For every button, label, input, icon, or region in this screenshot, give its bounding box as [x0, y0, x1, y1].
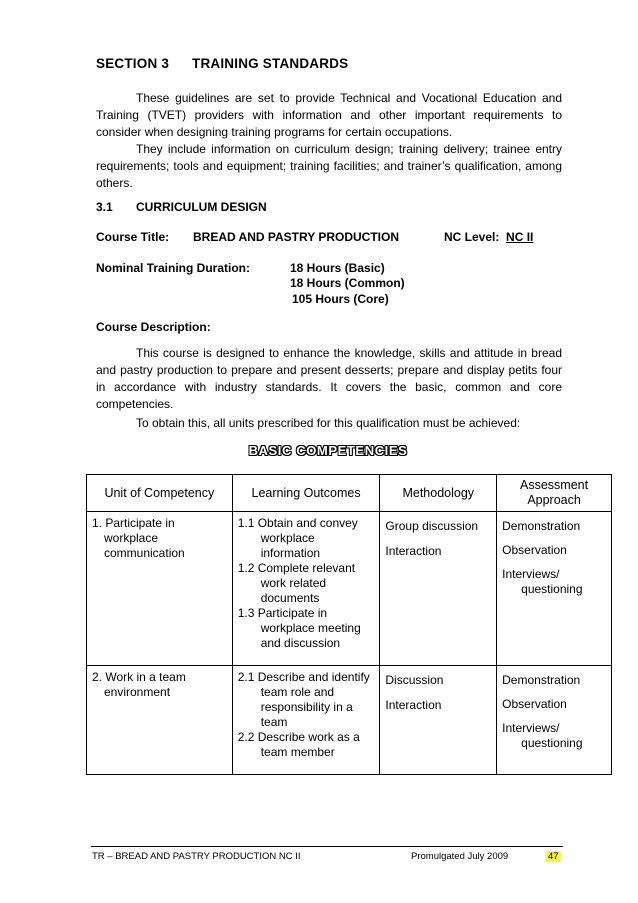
outcomes-cell	[232, 512, 380, 666]
method-item: Group discussion	[385, 519, 479, 533]
unit-text: 2. Work in a team environment	[92, 670, 186, 699]
course-title-label: Course Title:	[96, 230, 170, 244]
intro-paragraph-1: These guidelines are set to provide Technical and Vocational Education and Training (TVET) providers with information and other important requirements to consider when designing training programs for certain occupations.	[96, 91, 562, 139]
duration-common: 18 Hours (Common)	[290, 276, 405, 290]
section-number: SECTION 3	[96, 56, 170, 71]
assessment-item: Observation	[502, 697, 567, 711]
table-header-row	[87, 475, 612, 512]
header-assessment: Assessment Approach	[497, 475, 612, 512]
subsection-title: CURRICULUM DESIGN	[136, 200, 267, 214]
header-unit: Unit of Competency	[87, 475, 233, 512]
competency-table	[86, 474, 612, 775]
basic-competencies-heading: BASIC COMPETENCIES	[248, 443, 408, 458]
course-title-value: BREAD AND PASTRY PRODUCTION	[193, 230, 400, 244]
footer-document-title: TR – BREAD AND PASTRY PRODUCTION NC II	[92, 851, 301, 862]
header-outcomes: Learning Outcomes	[232, 475, 380, 512]
duration-core: 105 Hours (Core)	[292, 292, 389, 306]
assessment-item: Demonstration	[502, 519, 581, 533]
course-description: This course is designed to enhance the knowledge, skills and attitude in bread and pastry production to prepare and present desserts; prepare and display petits four in accordance with industry standards. It covers the basic, common and core competencies.	[96, 346, 562, 411]
footer-page-number	[546, 851, 561, 862]
outcome-item: 2.1 Describe and identify team role and responsibility in a team	[237, 670, 370, 729]
subsection-heading	[96, 200, 267, 214]
obtain-statement: To obtain this, all units prescribed for this qualification must be achieved:	[136, 416, 521, 430]
methodology-cell	[380, 666, 497, 775]
method-item: Interaction	[385, 698, 442, 712]
table-row	[87, 666, 612, 775]
section-title: TRAINING STANDARDS	[192, 56, 349, 71]
outcome-item: 1.1 Obtain and convey workplace information	[237, 516, 358, 560]
outcome-item: 1.2 Complete relevant work related documents	[237, 561, 356, 605]
nc-level-label: NC Level:	[444, 230, 500, 244]
footer-promulgation-date: Promulgated July 2009	[411, 851, 509, 862]
unit-text: 1. Participate in workplace communication	[92, 516, 185, 560]
table-row	[87, 512, 612, 666]
footer-divider	[91, 846, 563, 847]
unit-cell	[87, 512, 233, 666]
subsection-number: 3.1	[96, 200, 113, 214]
nc-level	[444, 230, 533, 244]
method-item: Discussion	[385, 673, 444, 687]
assessment-cell	[497, 512, 612, 666]
assessment-item: Interviews/ questioning	[502, 567, 583, 596]
outcomes-cell	[232, 666, 380, 775]
duration-label: Nominal Training Duration:	[96, 261, 251, 275]
duration-basic: 18 Hours (Basic)	[290, 261, 385, 275]
methodology-cell	[380, 512, 497, 666]
header-methodology: Methodology	[380, 475, 497, 512]
section-heading	[96, 56, 348, 71]
assessment-cell	[497, 666, 612, 775]
nc-level-value: NC II	[506, 230, 534, 244]
outcome-item: 2.2 Describe work as a team member	[237, 730, 360, 759]
course-description-label: Course Description:	[96, 320, 211, 334]
assessment-item: Demonstration	[502, 673, 581, 687]
method-item: Interaction	[385, 544, 442, 558]
intro-paragraph-2: They include information on curriculum design; training delivery; trainee entry requirements; tools and equipment; training facilities; and trainer’s qualification, among others.	[96, 142, 562, 190]
unit-cell	[87, 666, 233, 775]
page-number: 47	[548, 851, 559, 862]
assessment-item: Observation	[502, 543, 567, 557]
outcome-item: 1.3 Participate in workplace meeting and discussion	[237, 606, 361, 650]
assessment-item: Interviews/ questioning	[502, 721, 583, 750]
